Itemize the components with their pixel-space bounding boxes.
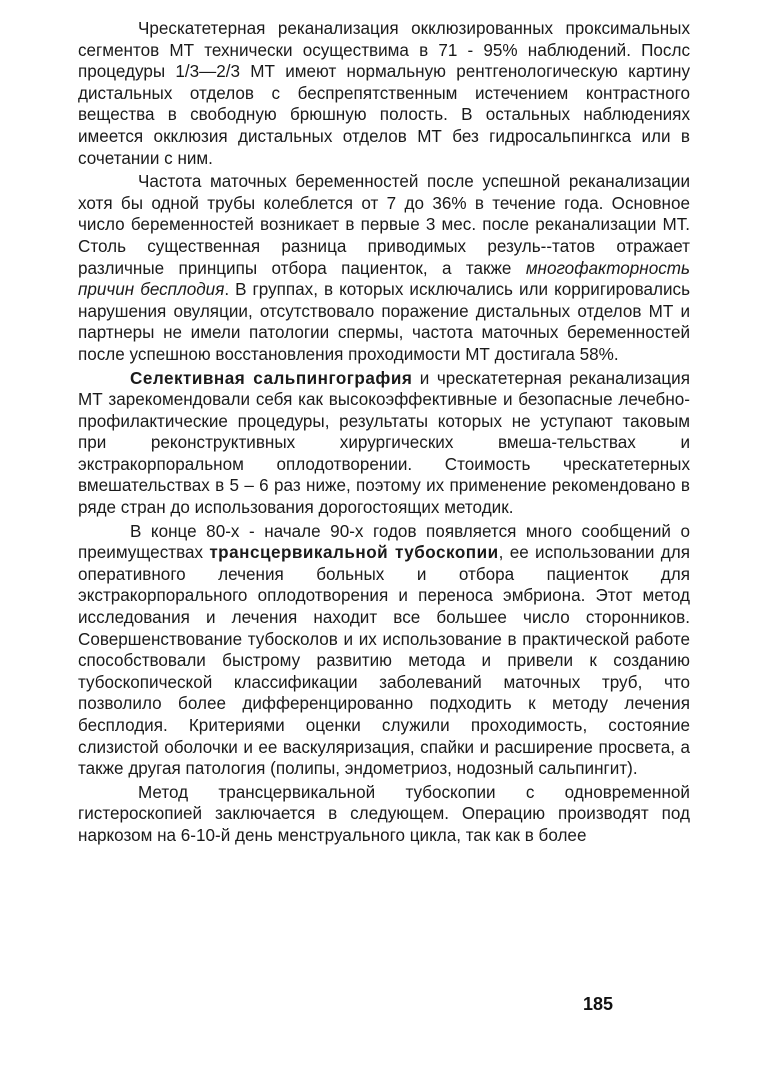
paragraph-text: Чрескатетерная реканализация окклюзированных проксимальных сегментов МТ технически осуществима в 71 - 95% наблюдений. Послс процедуры 1/3—2/3 МТ имеют нормальную рентгенологическую картину дистальных отделов с беспрепятственным истечением контрастного вещества в свободную брюшную полость. В остальных наблюдениях имеется окклюзия дистальных отделов МТ без гидросальпингкса или в сочетании с ним. [78,19,690,168]
paragraph-tuboscopy-method [78,782,690,847]
paragraph-tuboscopy-history [78,521,690,780]
paragraph-text-end: . В группах, в которых исключались или корригировались нарушения овуляции, отсутствовало поражение дистальных отделов МТ и партнеры не имели патологии спермы, частота маточных беременностей после успешною восстановления проходимости МТ достигала 58%. [78,280,690,364]
bold-term-salpingography: Селективная сальпингография [130,368,413,388]
paragraph-selective-salpingography [78,368,690,519]
italic-phrase: многофакторность причин бесплодия [78,258,690,300]
paragraph-text: Метод трансцервикальной тубоскопии с одновременной гистероскопией заключается в следующем. Операцию производят под наркозом на 6-10-й день менструального цикла, так как в более [78,782,690,845]
paragraph-text-start: Частота маточных беременностей после успешной реканализации хотя бы одной трубы колеблется от 7 до 36% в течение года. Основное число беременностей возникает в первые 3 мес. после реканализации МТ. Столь существенная разница приводимых резуль--татов отражает различные принципы отбора пациенток, а также [78,172,690,278]
page-number: 185 [582,994,613,1014]
paragraph-text-start: В конце 80-х - начале 90-х годов появляется много сообщений о преимуществах [78,521,690,563]
book-page [78,18,690,1058]
bold-term-tuboscopy: трансцервикальной тубоскопии [209,543,499,563]
paragraph-recanalization-results [78,18,690,169]
paragraph-text-end: , ее использовании для оперативного лечения больных и отбора пациенток для экстракорпорального оплодотворения и переноса эмбриона. Этот метод исследования и лечения находит все большее число сторонников. Совершенствование тубосколов и их использование в практической работе способствовали быстрому развитию метода и привели к созданию тубоскопической классификации заболеваний маточных труб, что позволило более дифференцированно подходить к методу лечения бесплодия. Критериями оценки служили проходимость, состояние слизистой оболочки и ее васкуляризация, спайки и расширение просвета, а также другая патология (полипы, эндометриоз, нодозный сальпингит). [78,543,690,779]
paragraph-text: и чрескатетерная реканализация МТ зарекомендовали себя как высокоэффективные и безопасные лечебно-профилактические процедуры, результаты которых не уступают таковым при реконструктивных хирургических вмеша-тельствах и экстракорпоральном оплодотворении. Стоимость чрескатетерных вмешательствах в 5 – 6 раз ниже, поэтому их применение рекомендовано в ряде стран до использования дорогостоящих методик. [78,368,690,518]
paragraph-pregnancy-frequency [78,171,690,365]
